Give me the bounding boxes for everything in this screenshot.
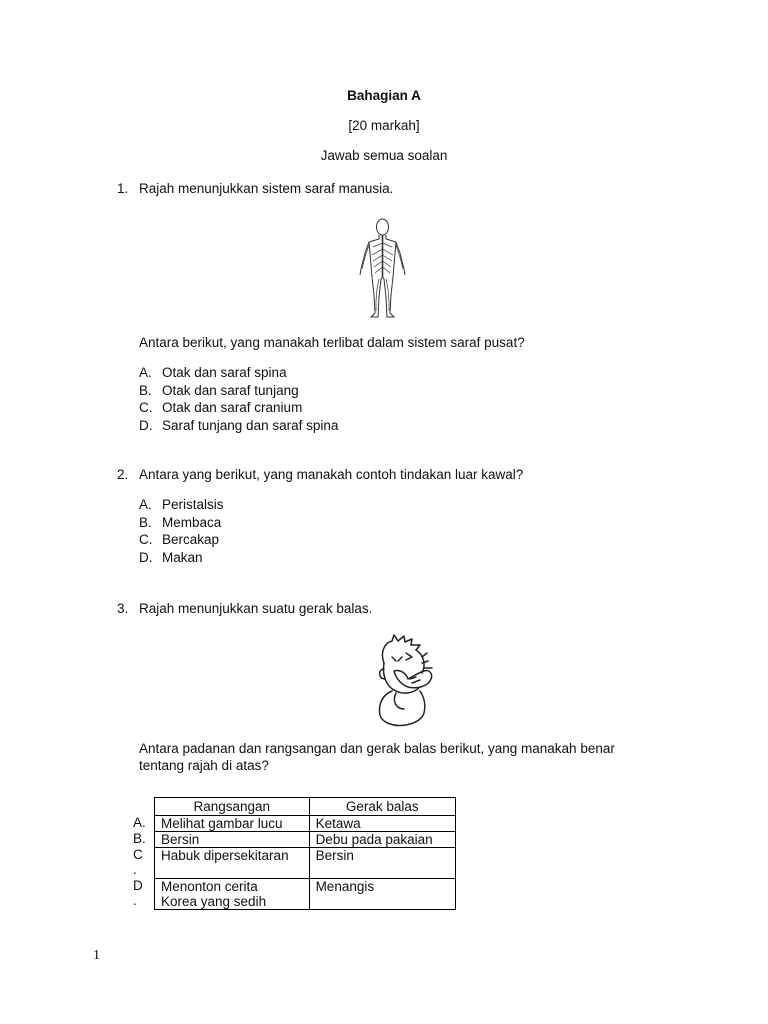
answer-table <box>154 797 456 910</box>
question-1-number: 1. <box>117 181 129 196</box>
table-row <box>155 879 456 910</box>
q1-option-c-text: Otak dan saraf cranium <box>162 400 303 415</box>
section-title: Bahagian A <box>347 88 421 103</box>
row-c-response: Bersin <box>309 848 455 879</box>
row-d-label-dot: . <box>133 893 137 908</box>
table-row <box>155 816 456 832</box>
row-a-label: A. <box>133 815 146 830</box>
q2-option-c-letter: C. <box>139 532 153 547</box>
row-a-response: Ketawa <box>309 816 455 832</box>
q2-option-d-text: Makan <box>162 550 203 565</box>
row-d-label: D <box>133 878 143 893</box>
question-3-prompt-line2: tentang rajah di atas? <box>139 758 269 773</box>
section-marks: [20 markah] <box>348 118 420 133</box>
question-1-prompt: Antara berikut, yang manakah terlibat dalam sistem saraf pusat? <box>139 335 525 350</box>
question-2-stem: Antara yang berikut, yang manakah contoh tindakan luar kawal? <box>139 467 524 482</box>
section-instruction: Jawab semua soalan <box>320 148 448 163</box>
q2-option-a-letter: A. <box>139 497 152 512</box>
q1-option-a-text: Otak dan saraf spina <box>162 365 287 380</box>
q1-option-a-letter: A. <box>139 365 152 380</box>
row-c-label-dot: . <box>133 862 137 877</box>
row-b-stimulus: Bersin <box>155 832 310 848</box>
sneezing-boy-figure <box>372 633 444 729</box>
table-header-response: Gerak balas <box>309 798 455 816</box>
question-3-number: 3. <box>117 601 129 616</box>
q2-option-b-text: Membaca <box>162 515 222 530</box>
row-b-response: Debu pada pakaian <box>309 832 455 848</box>
row-c-label: C <box>133 847 143 862</box>
question-3-prompt-line1: Antara padanan dan rangsangan dan gerak balas berikut, yang manakah benar <box>139 741 615 756</box>
nervous-system-figure <box>355 217 410 320</box>
q2-option-c-text: Bercakap <box>162 532 220 547</box>
row-d-response: Menangis <box>309 879 455 910</box>
row-c-stimulus: Habuk dipersekitaran <box>155 848 310 879</box>
table-row <box>155 848 456 879</box>
table-header-stimulus: Rangsangan <box>155 798 310 816</box>
row-d-stimulus: Menonton cerita <box>161 879 258 894</box>
row-a-stimulus: Melihat gambar lucu <box>155 816 310 832</box>
row-d-stimulus-line2: Korea yang sedih <box>161 894 267 909</box>
q1-option-d-text: Saraf tunjang dan saraf spina <box>162 418 339 433</box>
q2-option-b-letter: B. <box>139 515 152 530</box>
question-1-stem: Rajah menunjukkan sistem saraf manusia. <box>139 181 394 196</box>
q1-option-b-text: Otak dan saraf tunjang <box>162 383 299 398</box>
q2-option-d-letter: D. <box>139 550 153 565</box>
row-b-label: B. <box>133 831 146 846</box>
q1-option-b-letter: B. <box>139 383 152 398</box>
question-3-stem: Rajah menunjukkan suatu gerak balas. <box>139 601 373 616</box>
table-row <box>155 832 456 848</box>
page-number: 1 <box>93 948 100 963</box>
q1-option-c-letter: C. <box>139 400 153 415</box>
table-header-row <box>155 798 456 816</box>
q2-option-a-text: Peristalsis <box>162 497 224 512</box>
q1-option-d-letter: D. <box>139 418 153 433</box>
row-d-stimulus-cell <box>155 879 310 910</box>
question-2-number: 2. <box>117 467 129 482</box>
